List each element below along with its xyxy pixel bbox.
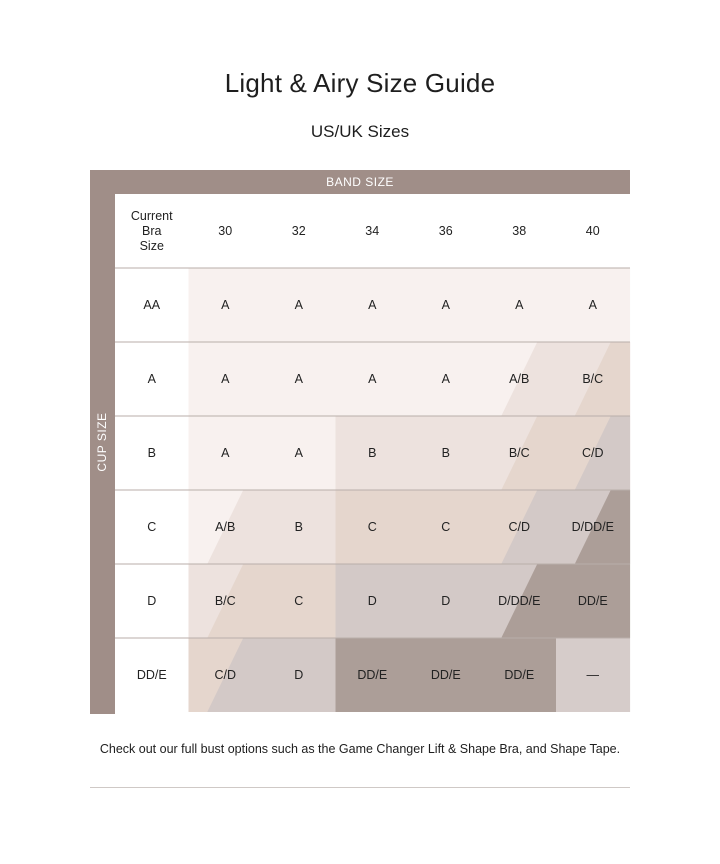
size-cell: A: [294, 445, 303, 460]
size-cell: A/B: [215, 519, 236, 534]
footer-note: Check out our full bust options such as the Game Changer Lift & Shape Bra, and Shape Tape.: [99, 742, 621, 756]
size-cell: B: [441, 445, 450, 460]
band-size-label: BAND SIZE: [326, 175, 394, 189]
size-cell: A: [441, 297, 450, 312]
page-subtitle: US/UK Sizes: [310, 122, 410, 141]
band-size-header-cell: 38: [512, 223, 527, 238]
size-cell: A: [515, 297, 524, 312]
size-cell: —: [586, 667, 599, 682]
size-cell: A: [368, 371, 377, 386]
cup-size-row-label: AA: [143, 297, 161, 312]
cup-size-row-label: DD/E: [136, 667, 167, 682]
size-cell: B/C: [214, 593, 236, 608]
size-cell: B: [294, 519, 303, 534]
cup-size-row-label: D: [147, 593, 157, 608]
size-cell: DD/E: [504, 667, 535, 682]
size-cell: C/D: [214, 667, 237, 682]
cup-size-row-label: C: [147, 519, 157, 534]
footer-divider: [90, 787, 630, 788]
size-cell: C: [294, 593, 304, 608]
size-cell: A: [221, 297, 230, 312]
band-size-header-cell: 30: [218, 223, 233, 238]
size-cell: DD/E: [430, 667, 461, 682]
size-cell: D: [367, 593, 377, 608]
size-cell: A: [294, 297, 303, 312]
size-cell: C/D: [508, 519, 531, 534]
size-cell: DD/E: [357, 667, 388, 682]
band-size-header-cell: 34: [365, 223, 380, 238]
size-cell: B/C: [508, 445, 530, 460]
page-title: Light & Airy Size Guide: [224, 68, 496, 98]
cup-size-label: CUP SIZE: [95, 412, 109, 472]
size-cell: A: [368, 297, 377, 312]
size-cell: B: [368, 445, 377, 460]
size-cell: D: [441, 593, 451, 608]
size-cell: A/B: [509, 371, 530, 386]
size-cell: A: [441, 371, 450, 386]
band-size-header-cell: 32: [291, 223, 306, 238]
current-bra-size-header: Current Bra Size: [130, 208, 173, 253]
cup-size-row-label: B: [147, 445, 156, 460]
size-cell: B/C: [582, 371, 604, 386]
cup-size-row-label: A: [147, 371, 156, 386]
size-cell: A: [294, 371, 303, 386]
size-cell: A: [588, 297, 597, 312]
size-cell: D: [294, 667, 304, 682]
size-cell: C/D: [581, 445, 604, 460]
size-cell: A: [221, 371, 230, 386]
size-cell: DD/E: [577, 593, 608, 608]
size-cell: C: [367, 519, 377, 534]
size-cell: C: [441, 519, 451, 534]
size-cell: A: [221, 445, 230, 460]
size-cell: D/DD/E: [571, 519, 614, 534]
band-size-header-cell: 40: [585, 223, 600, 238]
band-size-header-cell: 36: [438, 223, 453, 238]
size-cell: D/DD/E: [498, 593, 541, 608]
